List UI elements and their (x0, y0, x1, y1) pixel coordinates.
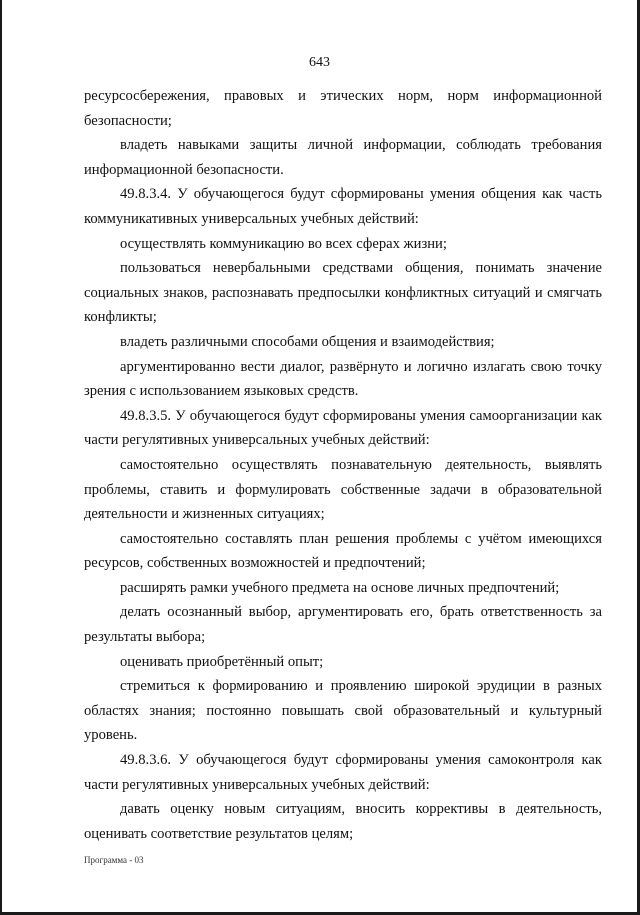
paragraph: 49.8.3.4. У обучающегося будут сформированы умения общения как часть коммуникативных универсальных учебных действий: (84, 186, 602, 227)
paragraph: стремиться к формированию и проявлению широкой эрудиции в разных областях знания; постоянно повышать свой образовательный и культурный уровень. (84, 678, 602, 744)
document-body (84, 84, 602, 846)
page-number: 643 (309, 55, 330, 70)
paragraph: аргументированно вести диалог, развёрнуто и логично излагать свою точку зрения с использованием языковых средств. (84, 358, 602, 400)
paragraph: ресурсосбережения, правовых и этических норм, норм информационной безопасности; (84, 88, 602, 129)
paragraph: оценивать приобретённый опыт; (120, 653, 324, 670)
paragraph: 49.8.3.6. У обучающегося будут сформированы умения самоконтроля как части регулятивных универсальных учебных действий: (84, 752, 602, 793)
paragraph: давать оценку новым ситуациям, вносить коррективы в деятельность, оценивать соответствие результатов целям; (84, 801, 602, 842)
page-footer: Программа - 03 (84, 855, 144, 865)
paragraph: делать осознанный выбор, аргументировать его, брать ответственность за результаты выбора; (84, 604, 602, 646)
paragraph: владеть навыками защиты личной информации, соблюдать требования информационной безопасности. (84, 137, 602, 178)
paragraph: осуществлять коммуникацию во всех сферах жизни; (120, 235, 447, 252)
paragraph: самостоятельно составлять план решения проблемы с учётом имеющихся ресурсов, собственных возможностей и предпочтений; (84, 530, 602, 572)
paragraph: владеть различными способами общения и взаимодействия; (120, 333, 495, 350)
paragraph: расширять рамки учебного предмета на основе личных предпочтений; (120, 579, 560, 596)
paragraph: пользоваться невербальными средствами общения, понимать значение социальных знаков, распознавать предпосылки конфликтных ситуаций и смягчать конфликты; (84, 260, 602, 326)
paragraph: 49.8.3.5. У обучающегося будут сформированы умения самоорганизации как части регулятивных универсальных учебных действий: (84, 407, 602, 449)
paragraph: самостоятельно осуществлять познавательную деятельность, выявлять проблемы, ставить и формулировать собственные задачи в образовательной деятельности и жизненных ситуациях; (84, 456, 602, 523)
